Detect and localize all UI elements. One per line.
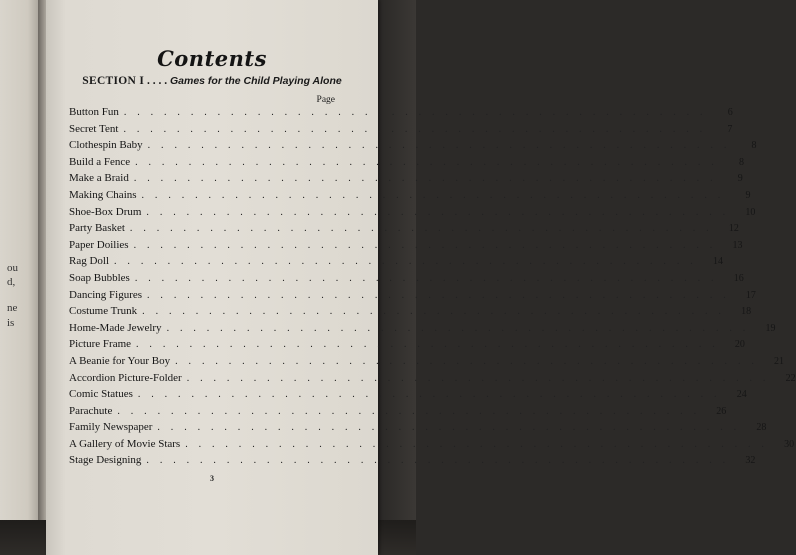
toc-entry-title: A Beanie for Your Boy xyxy=(69,354,171,367)
dot-leader: . . . . . . . . . . . . . . . . . . . . . . . . . . . . . . . . . . . . . . . . . . . . xyxy=(146,455,730,467)
dot-leader: . . . . . . . . . . . . . . . . . . . . . . . . . . . . . . . . . . . . . . . . . . . . xyxy=(133,173,717,185)
dot-leader: . . . . . . . . . . . . . . . . . . . . . . . . . . . . . . . . . . . . . . . . . . . . xyxy=(147,289,730,301)
toc-entry xyxy=(69,255,723,272)
toc-entry xyxy=(69,437,795,455)
toc-entry-title: Clothespin Baby xyxy=(69,139,143,152)
toc-entry-page: 9 xyxy=(737,173,743,185)
dot-leader: . . . . . . . . . . . . . . . . . . . . . . . . . . . . . . . . . . . . . . . . . . . . xyxy=(186,372,770,384)
toc-entry-page: 22 xyxy=(785,372,796,384)
toc-entry-page: 17 xyxy=(745,289,756,301)
toc-entry-page: 26 xyxy=(716,405,727,417)
toc-entry xyxy=(69,454,756,471)
left-page-fragment: is xyxy=(7,317,15,329)
toc-entry-title: Picture Frame xyxy=(69,338,132,351)
section-dots: . . . . xyxy=(144,75,170,87)
dot-leader: . . . . . . . . . . . . . . . . . . . . . . . . . . . . . . . . . . . . . . . . . . . . xyxy=(142,306,726,318)
toc-entry-page: 24 xyxy=(736,389,747,401)
toc-entry-title: Family Newspaper xyxy=(69,421,153,434)
toc-entry-title: Rag Doll xyxy=(69,255,110,268)
dot-leader: . . . . . . . . . . . . . . . . . . . . . . . . . . . . . . . . . . . . . . . . . . . . xyxy=(114,256,697,268)
toc-entry xyxy=(69,305,752,322)
toc-entry xyxy=(69,106,733,123)
dot-leader: . . . . . . . . . . . . . . . . . . . . . . . . . . . . . . . . . . . . . . . . . . . . xyxy=(129,223,713,235)
left-page-fragment: ou xyxy=(7,262,18,274)
toc-entry xyxy=(69,421,767,438)
toc-entry-title: Soap Bubbles xyxy=(69,271,130,284)
toc-entry xyxy=(69,205,756,223)
dot-leader: . . . . . . . . . . . . . . . . . . . . . . . . . . . . . . . . . . . . . . . . . . . . xyxy=(135,156,719,168)
toc-entry-page: 8 xyxy=(751,140,757,152)
section-heading xyxy=(46,75,378,87)
toc-entry xyxy=(69,238,743,256)
toc-entry-page: 30 xyxy=(784,438,795,450)
toc-list xyxy=(69,106,796,471)
toc-entry-title: Accordion Picture-Folder xyxy=(69,371,182,384)
toc-entry-page: 8 xyxy=(739,156,745,168)
dot-leader: . . . . . . . . . . . . . . . . . . . . . . . . . . . . . . . . . . . . . . . . . . . . xyxy=(147,140,731,152)
toc-entry xyxy=(69,271,744,289)
toc-entry-title: Paper Doilies xyxy=(69,238,129,251)
dot-leader: . . . . . . . . . . . . . . . . . . . . . . . . . . . . . . . . . . . . . . . . . . . . xyxy=(157,422,741,434)
toc-entry-page: 21 xyxy=(774,355,785,367)
toc-entry-page: 9 xyxy=(745,189,751,201)
toc-entry-title: Parachute xyxy=(69,404,113,417)
toc-entry-page: 16 xyxy=(733,272,744,284)
dot-leader: . . . . . . . . . . . . . . . . . . . . . . . . . . . . . . . . . . . . . . . . . . . . xyxy=(117,405,701,417)
toc-entry xyxy=(69,222,739,239)
dot-leader: . . . . . . . . . . . . . . . . . . . . . . . . . . . . . . . . . . . . . . . . . . . . xyxy=(141,189,725,201)
toc-entry-page: 10 xyxy=(745,206,756,218)
toc-entry-page: 18 xyxy=(741,306,752,318)
toc-entry xyxy=(69,354,785,372)
toc-entry-title: Shoe-Box Drum xyxy=(69,205,142,218)
dot-leader: . . . . . . . . . . . . . . . . . . . . . . . . . . . . . . . . . . . . . . . . . . . . xyxy=(123,107,707,118)
dot-leader: . . . . . . . . . . . . . . . . . . . . . . . . . . . . . . . . . . . . . . . . . . . . xyxy=(185,438,769,450)
section-title: Games for the Child Playing Alone xyxy=(169,75,342,87)
toc-entry xyxy=(69,188,751,206)
toc-entry-title: Button Fun xyxy=(69,106,119,118)
toc-entry-title: Costume Trunk xyxy=(69,305,138,318)
dot-leader: . . . . . . . . . . . . . . . . . . . . . . . . . . . . . . . . . . . . . . . . . . . . xyxy=(134,272,718,284)
dot-leader: . . . . . . . . . . . . . . . . . . . . . . . . . . . . . . . . . . . . . . . . . . . . xyxy=(133,239,717,251)
contents-page xyxy=(46,0,796,555)
toc-entry-title: Make a Braid xyxy=(69,172,129,185)
toc-entry-page: 13 xyxy=(732,239,743,251)
page-column-header: Page xyxy=(316,95,335,105)
toc-entry-page: 12 xyxy=(728,223,739,235)
toc-entry-title: Secret Tent xyxy=(69,122,119,135)
dot-leader: . . . . . . . . . . . . . . . . . . . . . . . . . . . . . . . . . . . . . . . . . . . . xyxy=(175,355,759,367)
left-page-edge xyxy=(0,0,40,555)
toc-entry xyxy=(69,288,756,306)
toc-entry xyxy=(69,321,776,339)
toc-entry-page: 28 xyxy=(756,422,767,434)
toc-entry xyxy=(69,139,757,156)
toc-entry-page: 19 xyxy=(765,322,776,334)
toc-entry-title: Making Chains xyxy=(69,188,137,201)
toc-entry-title: Party Basket xyxy=(69,222,125,235)
toc-entry-title: Comic Statues xyxy=(69,388,133,401)
toc-entry xyxy=(69,155,745,173)
toc-entry-page: 7 xyxy=(727,123,733,135)
section-label: SECTION I xyxy=(82,75,145,87)
toc-entry-page: 20 xyxy=(734,339,745,351)
toc-entry-page: 6 xyxy=(727,107,733,118)
dot-leader: . . . . . . . . . . . . . . . . . . . . . . . . . . . . . . . . . . . . . . . . . . . . xyxy=(146,206,730,218)
toc-entry xyxy=(69,388,747,405)
toc-entry-title: Build a Fence xyxy=(69,155,131,168)
toc-entry-page: 14 xyxy=(712,256,723,268)
page-number: 3 xyxy=(210,474,214,483)
dot-leader: . . . . . . . . . . . . . . . . . . . . . . . . . . . . . . . . . . . . . . . . . . . . xyxy=(123,123,707,135)
toc-entry xyxy=(69,338,745,355)
toc-entry-title: Home-Made Jewelry xyxy=(69,321,162,334)
toc-entry xyxy=(69,404,727,422)
dot-leader: . . . . . . . . . . . . . . . . . . . . . . . . . . . . . . . . . . . . . . . . . . . . xyxy=(137,389,721,401)
toc-entry-page: 32 xyxy=(745,455,756,467)
toc-entry-title: A Gallery of Movie Stars xyxy=(69,437,181,450)
toc-entry-title: Stage Designing xyxy=(69,454,142,467)
dot-leader: . . . . . . . . . . . . . . . . . . . . . . . . . . . . . . . . . . . . . . . . . . . . xyxy=(166,322,750,334)
left-page-fragment: ne xyxy=(7,302,18,314)
dot-leader: . . . . . . . . . . . . . . . . . . . . . . . . . . . . . . . . . . . . . . . . . . . . xyxy=(136,339,719,351)
toc-entry xyxy=(69,371,796,389)
toc-entry xyxy=(69,122,733,140)
toc-entry-title: Dancing Figures xyxy=(69,288,143,301)
toc-entry xyxy=(69,172,743,189)
page-title: Contents xyxy=(157,46,267,71)
left-page-fragment: d, xyxy=(7,276,16,288)
